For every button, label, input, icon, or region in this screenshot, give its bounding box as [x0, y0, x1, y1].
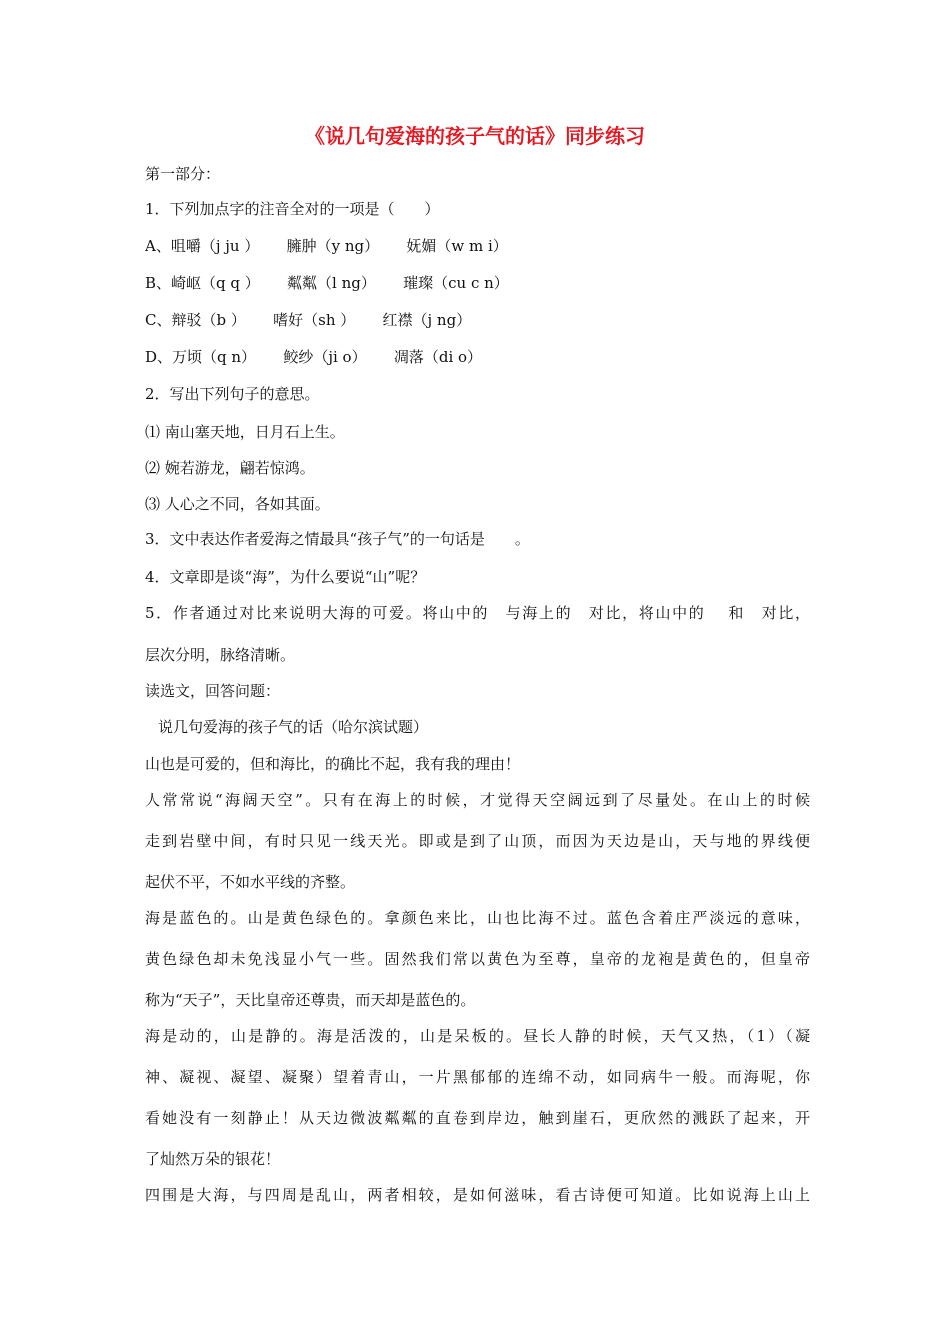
option-c: C、辩驳（b ） 嗜好（sh ） 红襟（j ng） — [145, 311, 472, 329]
sentence-1: ⑴ 南山塞天地，日月石上生。 — [145, 423, 345, 441]
question-5-continued: 层次分明，脉络清晰。 — [145, 646, 296, 664]
passage-line: 了灿然万朵的银花！ — [145, 1150, 281, 1168]
question-3: 3．文中表达作者爱海之情最具“孩子气”的一句话是 。 — [145, 530, 530, 548]
passage-line: 海是蓝色的。山是黄色绿色的。拿颜色来比，山也比海不过。蓝色含着庄严淡远的意味， — [145, 909, 810, 927]
sentence-2: ⑵ 婉若游龙，翩若惊鸿。 — [145, 459, 315, 477]
question-2: 2．写出下列句子的意思。 — [145, 385, 320, 403]
passage-line: 海是动的，山是静的。海是活泼的，山是呆板的。昼长人静的时候，天气又热，（1）（凝 — [145, 1027, 810, 1045]
option-a: A、咀嚼（j ju ） 臃肿（y ng） 妩媚（w m i） — [145, 237, 508, 255]
section-heading: 第一部分： — [145, 165, 221, 183]
passage-line: 神、凝视、凝望、凝聚）望着青山，一片黑郁郁的连绵不动，如同病牛一般。而海呢，你 — [145, 1068, 810, 1086]
option-d: D、万顷（q n） 鲛纱（ji o） 凋落（di o） — [145, 348, 483, 366]
question-5: 5．作者通过对比来说明大海的可爱。将山中的 与海上的 对比，将山中的 和 对比， — [145, 604, 810, 622]
option-b: B、崎岖（q q ） 粼粼（l ng） 璀璨（cu c n） — [145, 274, 509, 292]
passage-line: 山也是可爱的，但和海比，的确比不起，我有我的理由！ — [145, 755, 521, 773]
document-title: 《说几句爱海的孩子气的话》同步练习 — [305, 124, 645, 148]
passage-line: 人常常说“海阔天空”。只有在海上的时候，才觉得天空阔远到了尽量处。在山上的时候 — [145, 791, 810, 809]
question-4: 4．文章即是谈“海”，为什么要说“山”呢？ — [145, 568, 426, 586]
passage-title: 说几句爱海的孩子气的话（哈尔滨试题） — [158, 718, 429, 736]
sentence-3: ⑶ 人心之不同，各如其面。 — [145, 495, 330, 513]
passage-line: 走到岩壁中间，有时只见一线天光。即或是到了山顶，而因为天边是山，天与地的界线便 — [145, 832, 810, 850]
reading-instruction: 读选文，回答问题： — [145, 682, 281, 700]
passage-line: 四围是大海，与四周是乱山，两者相较，是如何滋味，看古诗便可知道。比如说海上山上 — [145, 1186, 810, 1204]
passage-line: 称为“天子”，天比皇帝还尊贵，而天却是蓝色的。 — [145, 991, 476, 1009]
passage-line: 起伏不平，不如水平线的齐整。 — [145, 873, 356, 891]
question-1: 1．下列加点字的注音全对的一项是（ ） — [145, 200, 440, 218]
passage-line: 黄色绿色却未免浅显小气一些。固然我们常以黄色为至尊，皇帝的龙袍是黄色的，但皇帝 — [145, 950, 810, 968]
passage-line: 看她没有一刻静止！从天边微波粼粼的直卷到岸边，触到崖石，更欣然的溅跃了起来，开 — [145, 1109, 810, 1127]
